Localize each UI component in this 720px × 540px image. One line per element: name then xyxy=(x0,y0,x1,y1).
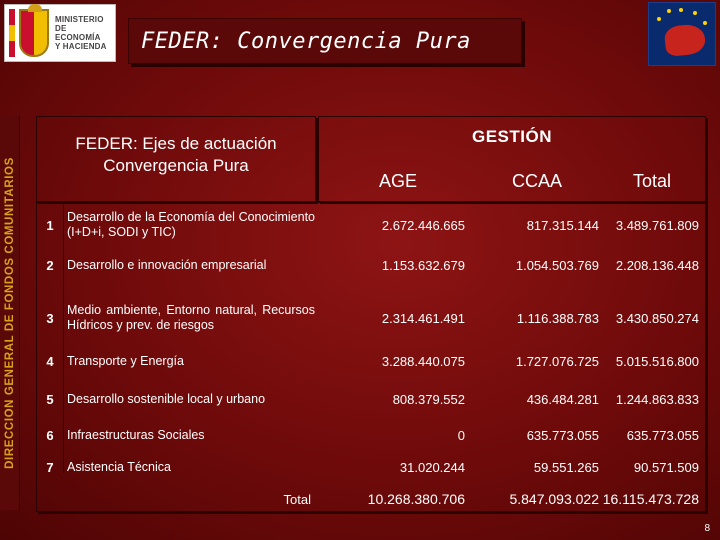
table-row xyxy=(37,379,707,419)
table-row xyxy=(37,207,707,243)
slide-title: FEDER: Convergencia Pura xyxy=(141,28,471,54)
gestion-title: GESTIÓN xyxy=(471,127,552,146)
row-label: Medio ambiente, Entorno natural, Recursos Hídricos y prev. de riesgos xyxy=(67,303,315,332)
row-number: 1 xyxy=(46,217,54,233)
age-value: 808.379.552 xyxy=(392,391,465,407)
page-number: 8 xyxy=(704,523,710,534)
row-number: 4 xyxy=(46,353,54,369)
row-label: Transporte y Energía xyxy=(67,353,184,368)
age-value: 3.288.440.075 xyxy=(381,353,465,369)
data-table xyxy=(36,202,706,512)
grand-total: 16.115.473.728 xyxy=(602,491,699,507)
age-value: 0 xyxy=(457,427,465,443)
row-number: 3 xyxy=(46,310,54,326)
side-label-text: DIRECCION GENERAL DE FONDOS COMUNITARIOS xyxy=(3,157,16,469)
table-row xyxy=(37,351,707,371)
table-row xyxy=(37,247,707,283)
row-number: 7 xyxy=(46,459,54,475)
ccaa-value: 436.484.281 xyxy=(526,391,599,407)
ccaa-value: 635.773.055 xyxy=(526,427,599,443)
ccaa-value: 817.315.144 xyxy=(526,217,599,233)
age-total: 10.268.380.706 xyxy=(367,491,465,507)
total-value: 3.430.850.274 xyxy=(615,310,699,326)
side-label-bar xyxy=(0,116,20,510)
axes-header xyxy=(36,116,316,202)
total-value: 5.015.516.800 xyxy=(615,353,699,369)
ministry-logo xyxy=(4,4,116,62)
column-header-total: Total xyxy=(632,171,672,191)
total-value: 3.489.761.809 xyxy=(615,217,699,233)
table-row xyxy=(37,289,707,347)
ccaa-value: 1.054.503.769 xyxy=(515,257,599,273)
column-header-ccaa: CCAA xyxy=(511,171,562,191)
total-value: 635.773.055 xyxy=(626,427,699,443)
eu-spain-map-logo xyxy=(648,2,716,66)
ccaa-value: 59.551.265 xyxy=(533,459,599,475)
table-row xyxy=(37,457,707,477)
table-row xyxy=(37,425,707,445)
age-value: 31.020.244 xyxy=(399,459,465,475)
column-header-age: AGE xyxy=(378,171,417,191)
spain-flag-strip xyxy=(9,9,15,57)
age-value: 2.314.461.491 xyxy=(381,310,465,326)
gestion-header xyxy=(318,116,706,202)
age-value: 1.153.632.679 xyxy=(381,257,465,273)
table-total-row xyxy=(37,489,707,509)
row-label: Desarrollo e innovación empresarial xyxy=(67,257,267,272)
row-label: Desarrollo sostenible local y urbano xyxy=(67,391,266,406)
row-label: Desarrollo de la Economía del Conocimiento (I+D+i, SODI y TIC) xyxy=(67,210,315,239)
ccaa-value: 1.116.388.783 xyxy=(516,310,599,326)
ccaa-total: 5.847.093.022 xyxy=(509,491,599,507)
total-label: Total xyxy=(283,491,311,507)
total-value: 1.244.863.833 xyxy=(615,391,699,407)
row-number: 6 xyxy=(46,427,54,443)
age-value: 2.672.446.665 xyxy=(381,217,465,233)
slide-title-banner xyxy=(128,18,522,64)
total-value: 90.571.509 xyxy=(633,459,699,475)
total-value: 2.208.136.448 xyxy=(615,257,699,273)
row-label: Asistencia Técnica xyxy=(67,459,171,474)
row-number: 2 xyxy=(46,257,54,273)
row-label: Infraestructuras Sociales xyxy=(67,427,205,442)
coat-of-arms-icon xyxy=(19,9,49,57)
ccaa-value: 1.727.076.725 xyxy=(515,353,599,369)
axes-header-text: FEDER: Ejes de actuación Convergencia Pura xyxy=(75,134,277,175)
row-number: 5 xyxy=(46,391,54,407)
spain-map-icon xyxy=(664,23,707,57)
ministry-name: MINISTERIO DE ECONOMÍA Y HACIENDA xyxy=(54,15,107,51)
